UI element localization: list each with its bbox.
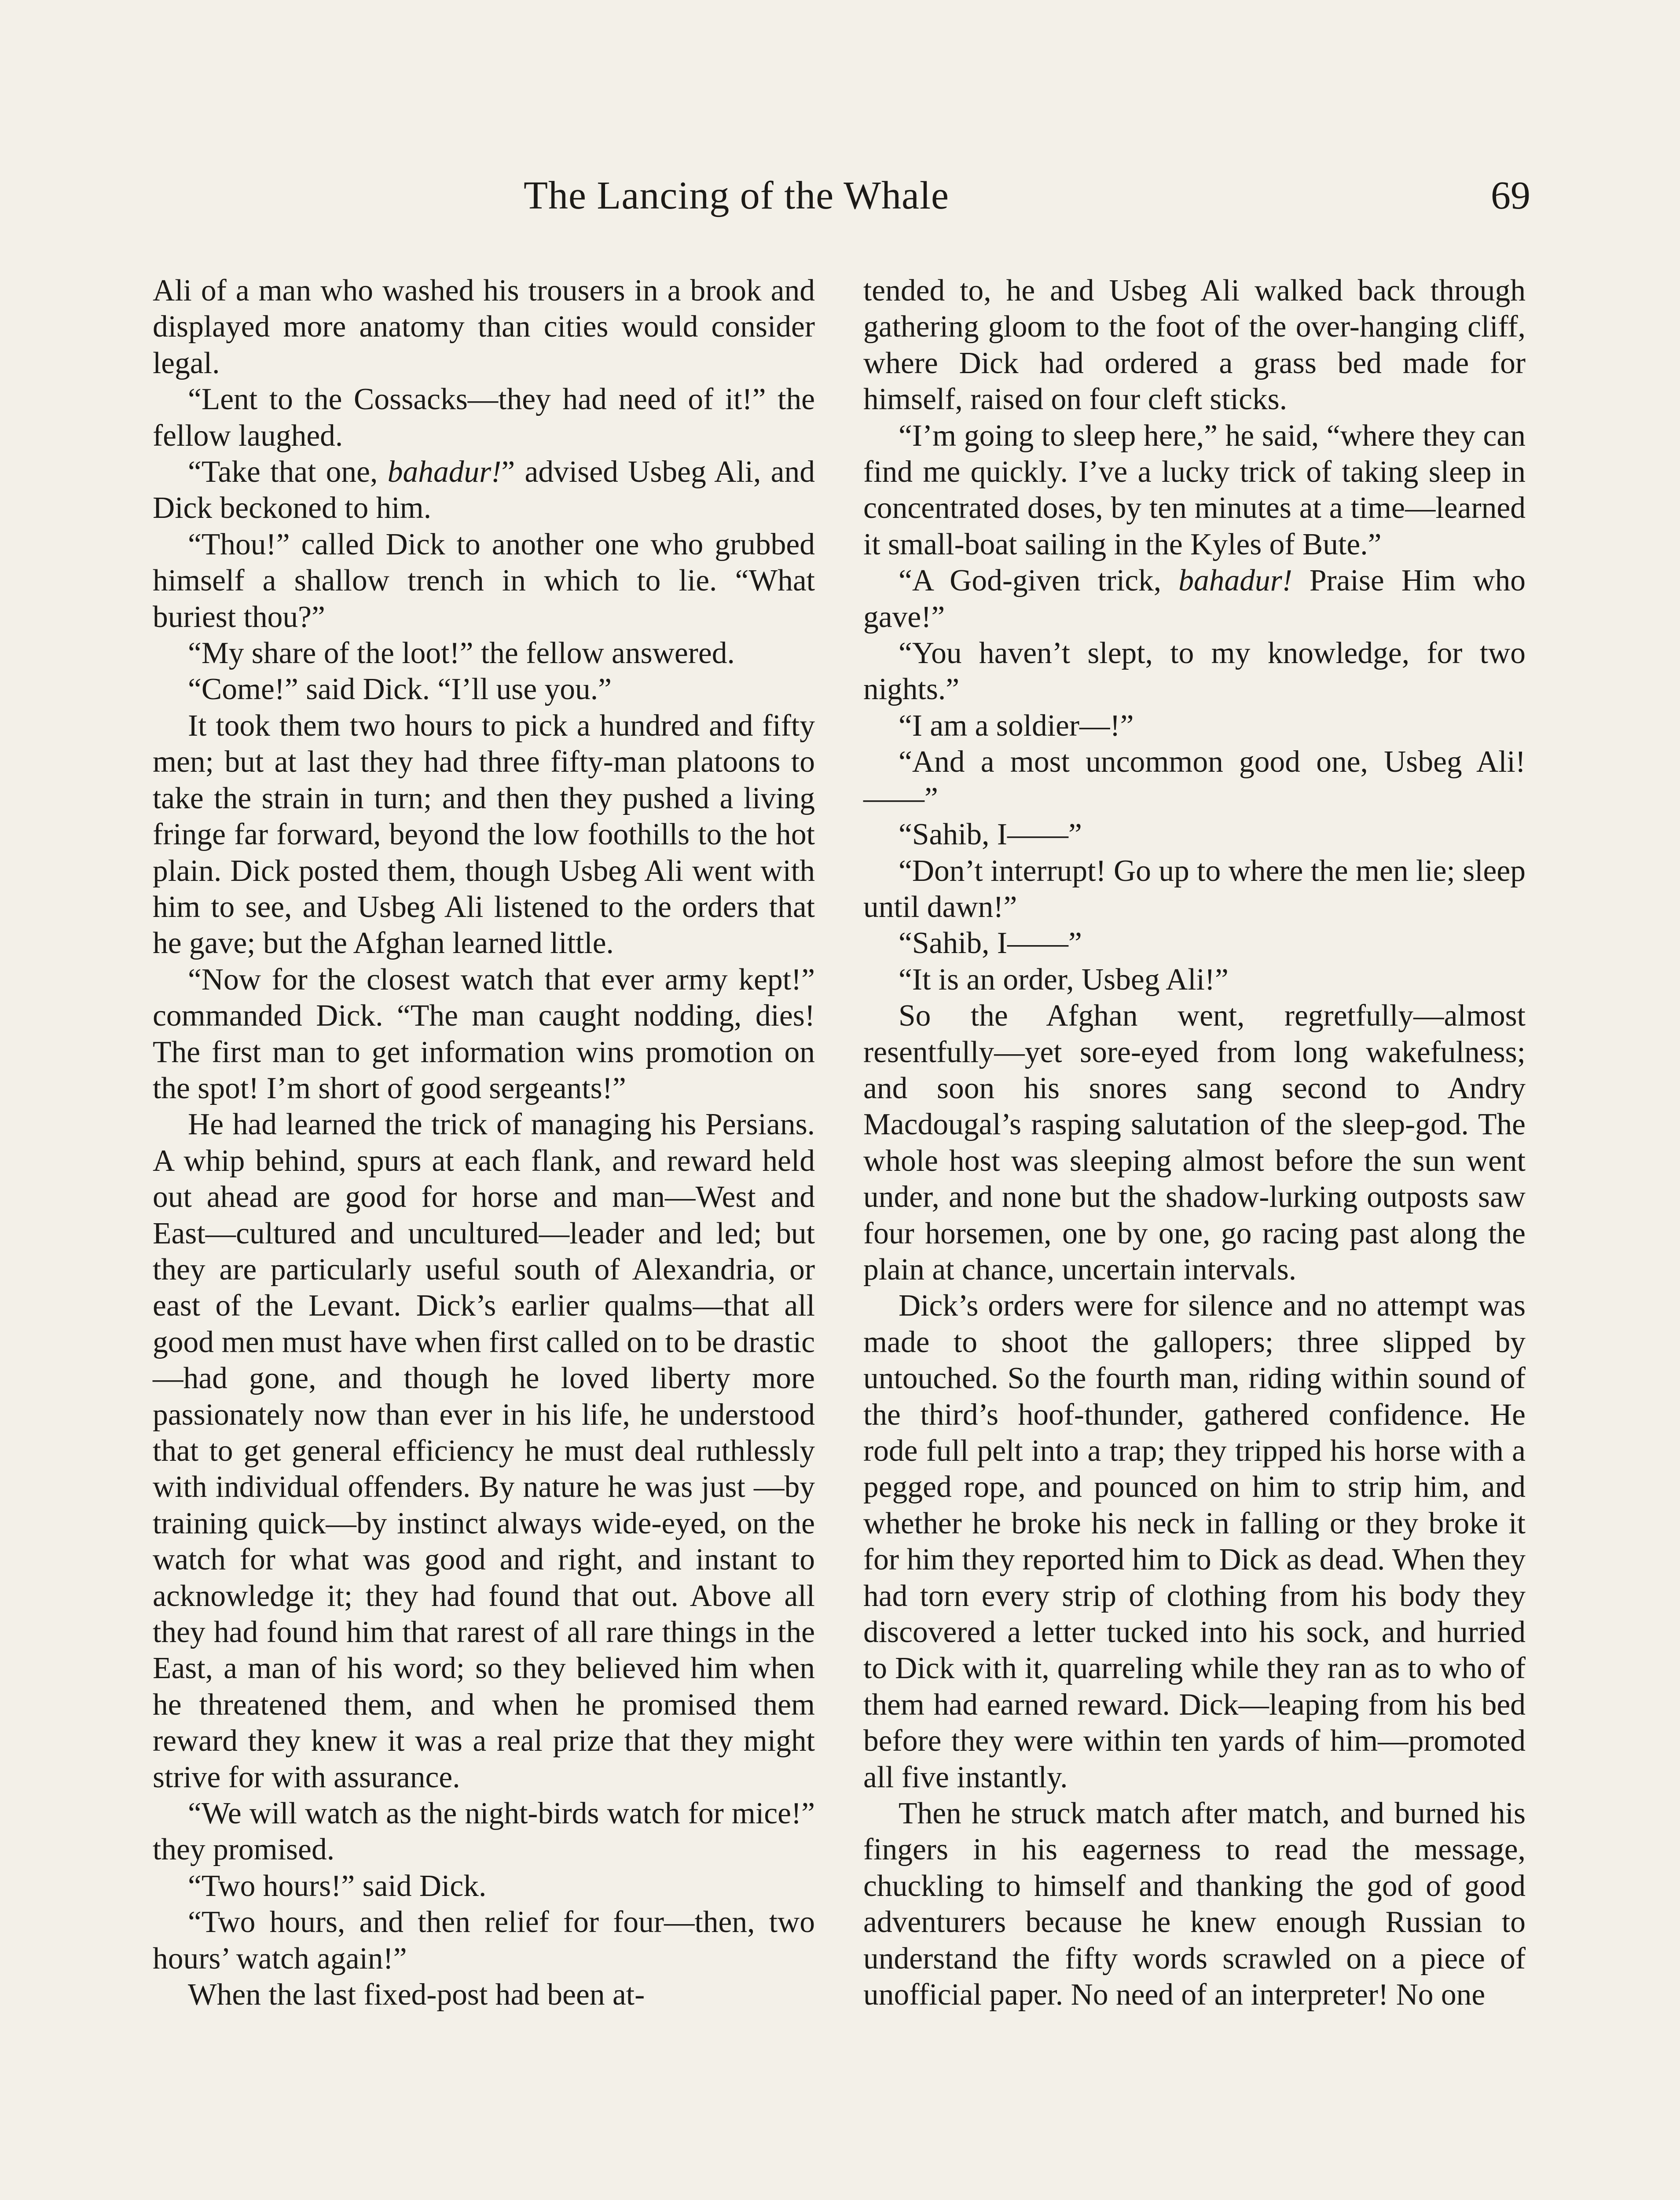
paragraph: “We will watch as the night-birds watch for mice!” they promised. xyxy=(153,1797,815,1867)
paragraph: When the last fixed-post had been at- xyxy=(188,1978,645,2012)
paragraph: It took them two hours to pick a hundred and fifty men; but at last they had three fifty-man platoons to take the strain in turn; and then they pushed a living fringe far forward, beyond the low foothills to the hot plain. Dick posted them, though Usbeg Ali went with him to see, and Usbeg Ali listened to the orders that he gave; but the Afghan learned little. xyxy=(153,708,815,961)
paragraph: “Sahib, I——” xyxy=(899,818,1082,852)
paragraph: “Take that one, bahadur!” advised Usbeg Ali, and Dick beckoned to him. xyxy=(153,455,815,525)
paragraph: “Lent to the Cossacks—they had need of it!” the fellow laughed. xyxy=(153,382,815,453)
page-number: 69 xyxy=(1491,174,1530,217)
paragraph: “And a most uncommon good one, Usbeg Ali!——” xyxy=(863,745,1526,815)
paragraph: “I am a soldier—!” xyxy=(899,708,1134,743)
italic-word: bahadur! xyxy=(1178,564,1292,598)
paragraph: “You haven’t slept, to my knowledge, for two nights.” xyxy=(863,636,1526,707)
running-head-title: The Lancing of the Whale xyxy=(524,174,949,217)
paragraph: Dick’s orders were for silence and no attempt was made to shoot the gallopers; three slipped by untouched. So the fourth man, riding within sound of the third’s hoof-thunder, gathered confidence. He rode full pelt into a trap; they tripped his horse with a pegged rope, and pounced on him to strip him, and whether he broke his neck in falling or they broke it for him they reported him to Dick as dead. When they had torn every strip of clothing from his body they discovered a letter tucked into his sock, and hurried to Dick with it, quarreling while they ran as to who of them had earned reward. Dick—leaping from his bed before they were within ten yards of him—promoted all five instantly. xyxy=(863,1289,1526,1794)
paragraph: Ali of a man who washed his trousers in a brook and displayed more anatomy than cities would consider legal. xyxy=(153,274,815,380)
paragraph: “Thou!” called Dick to another one who grubbed himself a shallow trench in which to lie. “What buriest thou?” xyxy=(153,527,815,634)
left-text-column xyxy=(153,273,815,2013)
paragraph: tended to, he and Usbeg Ali walked back through gathering gloom to the foot of the over-hanging cliff, where Dick had ordered a grass bed made for himself, raised on four cleft sticks. xyxy=(863,274,1526,417)
paragraph: “Two hours!” said Dick. xyxy=(188,1869,487,1903)
paragraph: “A God-given trick, bahadur! Praise Him who gave!” xyxy=(863,564,1526,634)
paragraph: “Two hours, and then relief for four—then, two hours’ watch again!” xyxy=(153,1905,815,1976)
italic-word: bahadur! xyxy=(387,455,502,489)
paragraph: “Sahib, I——” xyxy=(899,926,1082,961)
paragraph: “I’m going to sleep here,” he said, “where they can find me quickly. I’ve a lucky trick of taking sleep in concentrated doses, by ten minutes at a time—learned it small-boat sailing in the Kyles of Bute.” xyxy=(863,418,1526,561)
right-text-column xyxy=(863,273,1526,2013)
paragraph: “Now for the closest watch that ever army kept!” commanded Dick. “The man caught nodding, dies! The first man to get information wins promotion on the spot! I’m short of good sergeants!” xyxy=(153,962,815,1105)
paragraph: So the Afghan went, regretfully—almost resentfully—yet sore-eyed from long wakefulness; and soon his snores sang second to Andry Macdougal’s rasping salutation of the sleep-god. The whole host was sleeping almost before the sun went under, and none but the shadow-lurking outposts saw four horsemen, one by one, go racing past along the plain at chance, uncertain intervals. xyxy=(863,999,1526,1287)
paragraph: “My share of the loot!” the fellow answered. xyxy=(188,636,735,671)
paragraph: Then he struck match after match, and burned his fingers in his eagerness to read the message, chuckling to himself and thanking the god of good adventurers because he knew enough Russian to understand the fifty words scrawled on a piece of unofficial paper. No need of an interpreter! No one xyxy=(863,1797,1526,2012)
paragraph: “Don’t interrupt! Go up to where the men lie; sleep until dawn!” xyxy=(863,854,1526,924)
paragraph: He had learned the trick of managing his Persians. A whip behind, spurs at each flank, and reward held out ahead are good for horse and man—West and East—cultured and uncultured—leader and led; but they are particularly useful south of Alexandria, or east of the Levant. Dick’s earlier qualms—that all good men must have when first called on to be drastic—had gone, and though he loved liberty more passionately now than ever in his life, he understood that to get general efficiency he must deal ruthlessly with individual offenders. By nature he was just —by training quick—by instinct always wide-eyed, on the watch for what was good and right, and instant to acknowledge it; they had found that out. Above all they had found him that rarest of all rare things in the East, a man of his word; so they believed him when he threatened them, and when he promised them reward they knew it was a real prize that they might strive for with assurance. xyxy=(153,1107,815,1794)
paragraph: “Come!” said Dick. “I’ll use you.” xyxy=(188,672,612,707)
paragraph: “It is an order, Usbeg Ali!” xyxy=(899,962,1229,997)
